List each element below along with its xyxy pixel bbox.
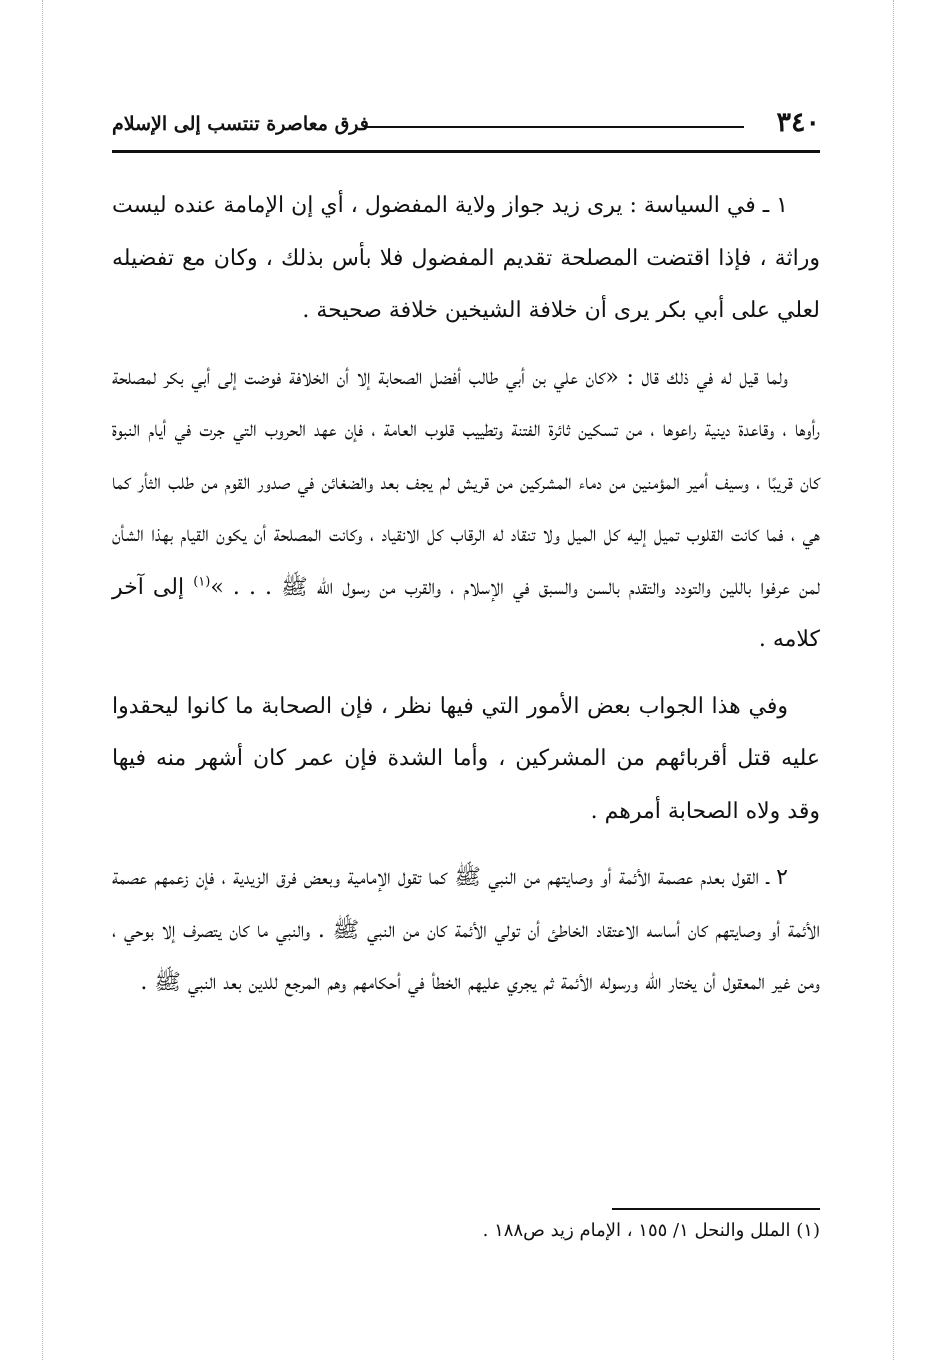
main-text (112, 180, 820, 1010)
paragraph-3-text: وفي هذا الجواب بعض الأمور التي فيها نظر ، فإن الصحابة ما كانوا ليحقدوا عليه قتل أقربائهم من المشركين ، وأما الشدة فإن عمر كان أشهر منه فيها وقد ولاه الصحابة أمرهم . (112, 693, 820, 824)
paragraph-2-text: ولما قيل له في ذلك قال : «كان علي بن أبي طالب أفضل الصحابة إلا أن الخلافة فوضت إلى أبي بكر لمصلحة رأوها ، وقاعدة دينية راعوها ، من تسكين ثائرة الفتنة وتطييب قلوب العامة ، فإن عهد الحروب التي جرت في أيام النبوة كان قريبًا ، وسيف أمير المؤمنين من دماء المشركين من قريش لم يجف بعد والضغائن في صدور القوم من طلب الثأر كما هي ، فما كانت القلوب تميل إليه كل الميل ولا تنقاد له الرقاب كل الانقياد ، وكانت المصلحة أن يكون القيام بهذا الشأن لمن عرفوا باللين والتودد والتقدم بالسن والسبق في الإسلام ، والقرب من رسول الله ﷺ . . . » (112, 364, 820, 600)
paragraph-critique (112, 681, 820, 839)
footnote-reference: (١) (193, 574, 211, 590)
footnote-separator (612, 1208, 820, 1210)
page-number: ٣٤٠ (776, 107, 820, 138)
scan-edge-left (42, 0, 43, 1360)
paragraph-1-text: ١ ـ في السياسة : يرى زيد جواز ولاية المفضول ، أي إن الإمامة عنده ليست وراثة ، فإذا اقتضت المصلحة تقديم المفضول فلا بأس بذلك ، وكان مع تفضيله لعلي على أبي بكر يرى أن خلافة الشيخين خلافة صحيحة . (112, 193, 820, 323)
footnote: (١) الملل والنحل ١/ ١٥٥ ، الإمام زيد ص١٨٨ . (482, 1220, 820, 1241)
paragraph-infallibility (112, 852, 820, 1010)
page-header (112, 106, 820, 146)
quote-tail: إلى آخر كلامه . (112, 574, 820, 652)
header-rule (112, 150, 820, 153)
scan-edge-right (893, 0, 894, 1360)
paragraph-quote (112, 352, 820, 667)
header-dash-line (364, 126, 744, 128)
running-title: فرق معاصرة تنتسب إلى الإسلام (112, 113, 369, 135)
paragraph-4-text: ٢ ـ القول بعدم عصمة الأئمة أو وصايتهم من النبي ﷺ كما تقول الإمامية وبعض فرق الزيدية ، فإن زعمهم عصمة الأئمة أو وصايتهم كان أساسه الاعتقاد الخاطئ أن تولي الأئمة كان من النبي ﷺ . والنبي ما كان يتصرف إلا بوحي ، ومن غير المعقول أن يختار الله ورسوله الأئمة ثم يجري عليهم الخطأ في أحكامهم وهم المرجع للدين بعد النبي ﷺ . (112, 865, 820, 995)
paragraph-politics (112, 180, 820, 338)
